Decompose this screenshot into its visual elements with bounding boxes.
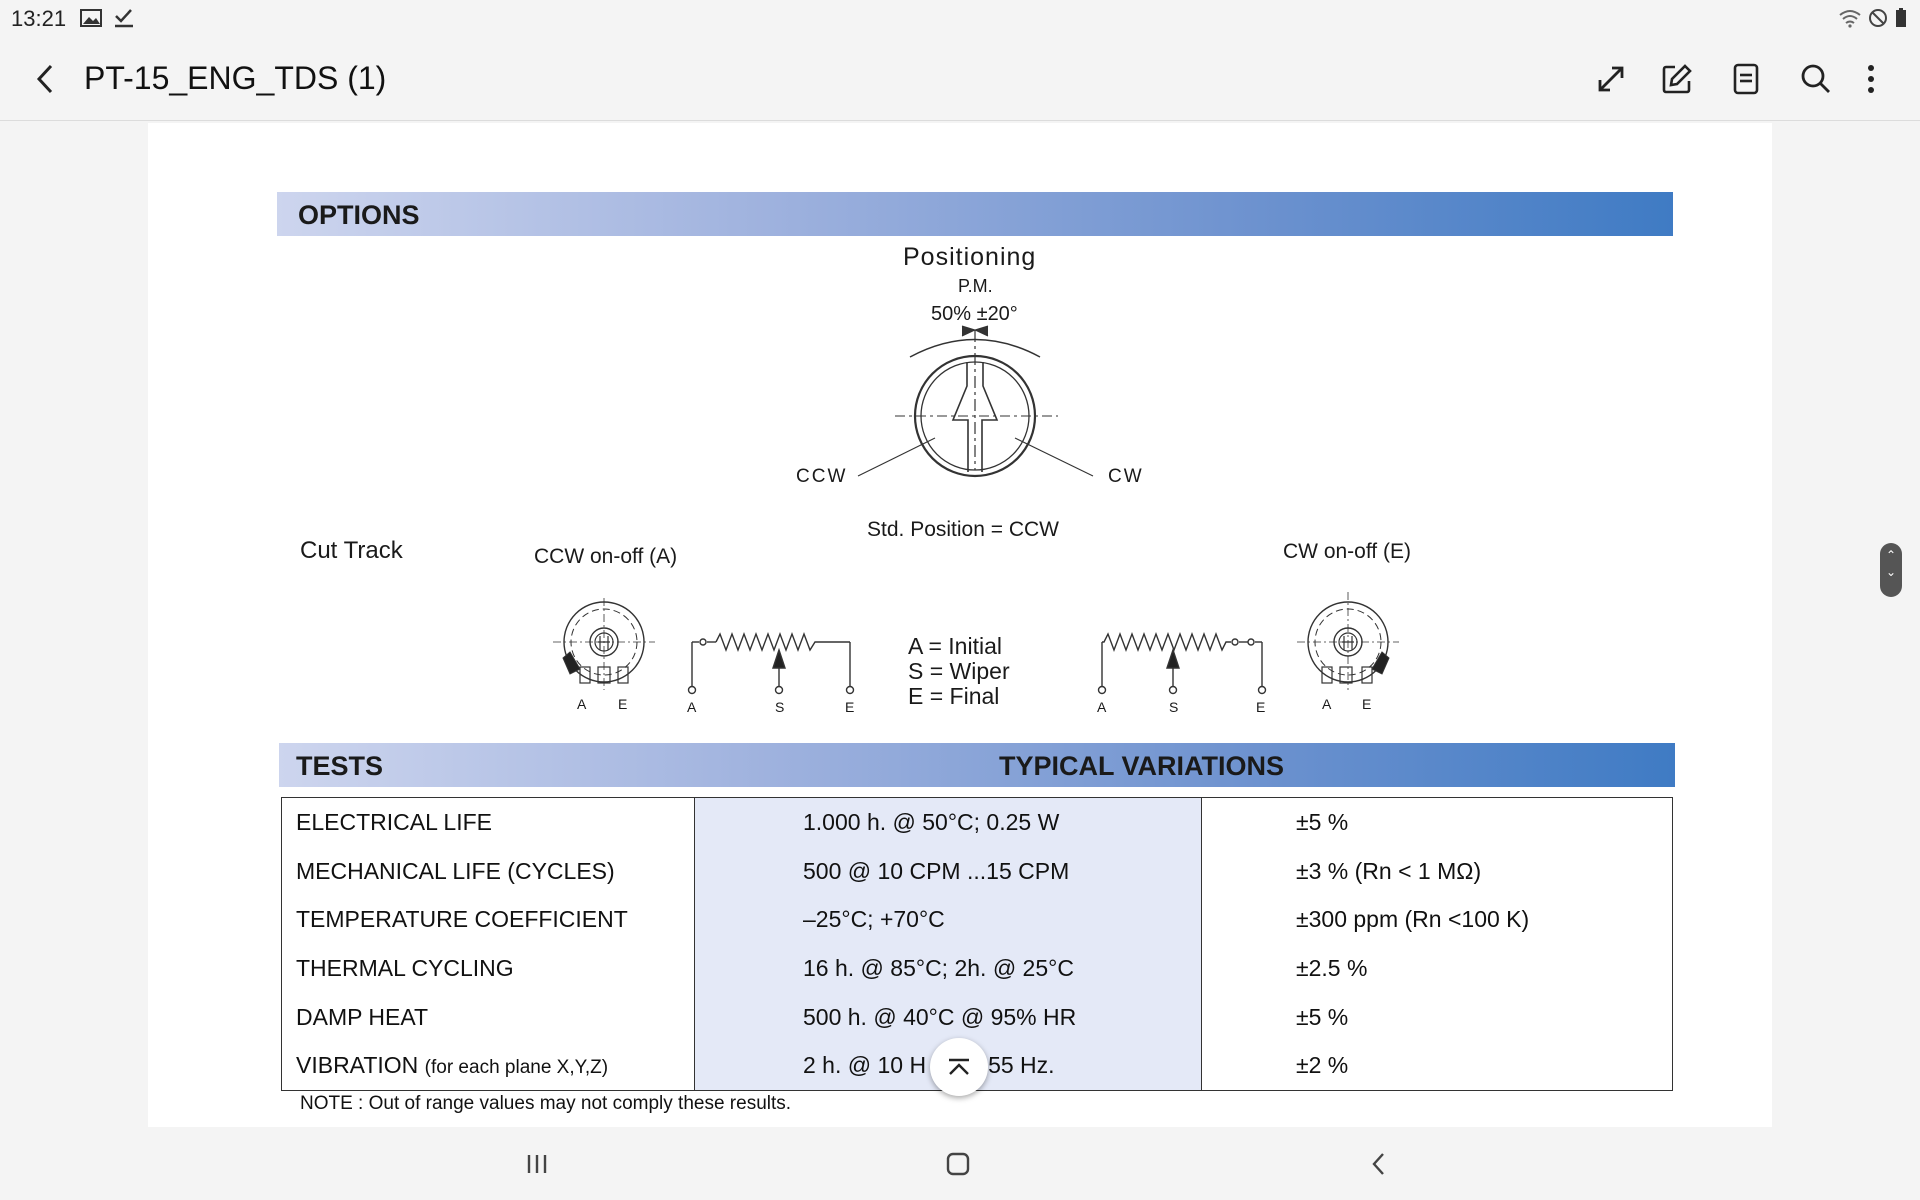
recent-apps-icon[interactable]	[513, 1144, 561, 1184]
cw-schematic-drawing	[1099, 634, 1266, 694]
test-name: DAMP HEAT	[296, 1003, 429, 1030]
test-variation: ±2 %	[1296, 1052, 1349, 1079]
test-condition-cell	[695, 798, 1202, 847]
pot-left-pin-e: E	[618, 696, 628, 712]
table-row	[282, 847, 1673, 896]
navigation-bar	[0, 1128, 1920, 1200]
test-name-cell	[282, 798, 695, 847]
legend-wiper: S = Wiper	[908, 658, 1010, 684]
cw-label: CW	[1108, 466, 1144, 487]
pm-label: P.M.	[958, 276, 993, 296]
schem-left-pin-e: E	[845, 699, 855, 715]
ccw-label: CCW	[796, 466, 848, 487]
table-row	[282, 993, 1673, 1042]
test-condition: 1.000 h. @ 50°C; 0.25 W	[803, 808, 1060, 835]
cw-potentiometer-drawing	[1297, 592, 1399, 690]
test-name: MECHANICAL LIFE (CYCLES)	[296, 857, 615, 884]
scroll-up-icon: ⌃	[1885, 548, 1897, 562]
table-row	[282, 944, 1673, 993]
tests-note: NOTE : Out of range values may not comply these results.	[300, 1093, 792, 1114]
test-name-cell	[282, 847, 695, 896]
home-icon[interactable]	[934, 1144, 982, 1184]
nav-back-icon[interactable]	[1355, 1144, 1403, 1184]
test-variation: ±2.5 %	[1296, 954, 1368, 981]
table-row	[282, 798, 1673, 847]
test-variation: ±3 % (Rn < 1 MΩ)	[1296, 857, 1482, 884]
test-name-cell	[282, 993, 695, 1042]
test-name: TEMPERATURE COEFFICIENT	[296, 906, 628, 933]
positioning-knob-drawing	[858, 326, 1093, 476]
schem-right-pin-s: S	[1169, 699, 1179, 715]
typical-variations-header: TYPICAL VARIATIONS	[999, 751, 1285, 781]
pot-right-pin-a: A	[1322, 696, 1332, 712]
test-name-cell	[282, 944, 695, 993]
test-name: VIBRATION	[296, 1052, 419, 1079]
schem-left-pin-a: A	[687, 699, 697, 715]
test-condition-cell	[695, 895, 1202, 944]
scroll-to-top-icon	[945, 1057, 973, 1077]
test-name: ELECTRICAL LIFE	[296, 808, 492, 835]
test-variation: ±300 ppm (Rn <100 K)	[1296, 906, 1530, 933]
test-name-cell	[282, 895, 695, 944]
schem-left-pin-s: S	[775, 699, 785, 715]
cut-track-label: Cut Track	[300, 537, 403, 564]
pm-value: 50% ±20°	[931, 303, 1018, 325]
test-condition: 500 h. @ 40°C @ 95% HR	[803, 1003, 1077, 1030]
test-condition: –25°C; +70°C	[803, 906, 945, 933]
scroll-down-icon: ⌄	[1885, 565, 1897, 579]
test-name: THERMAL CYCLING	[296, 954, 514, 981]
scroll-handle[interactable]	[1880, 543, 1902, 597]
test-condition-cell	[695, 993, 1202, 1042]
test-condition: 500 @ 10 CPM ...15 CPM	[803, 857, 1070, 884]
test-condition-tail: 55 Hz.	[988, 1052, 1055, 1079]
schem-right-pin-a: A	[1097, 699, 1107, 715]
test-variation: ±5 %	[1296, 808, 1349, 835]
ccw-potentiometer-drawing	[553, 598, 655, 690]
std-position-label: Std. Position = CCW	[867, 518, 1059, 541]
ccw-schematic-drawing	[689, 634, 854, 694]
status-time: 13:21	[11, 6, 67, 31]
pin-legend	[908, 634, 1010, 709]
test-condition-cell	[695, 847, 1202, 896]
legend-final: E = Final	[908, 683, 1000, 709]
document-title: PT-15_ENG_TDS (1)	[84, 60, 387, 96]
tests-header: TESTS	[296, 751, 384, 781]
positioning-title: Positioning	[903, 243, 1037, 271]
tests-header-band	[279, 743, 1675, 787]
options-header: OPTIONS	[298, 200, 420, 230]
pot-left-pin-a: A	[577, 696, 587, 712]
test-condition: 16 h. @ 85°C; 2h. @ 25°C	[803, 954, 1074, 981]
cw-onoff-label: CW on-off (E)	[1283, 540, 1411, 563]
table-row	[282, 895, 1673, 944]
ccw-onoff-label: CCW on-off (A)	[534, 545, 678, 568]
schem-right-pin-e: E	[1256, 699, 1266, 715]
test-condition: 2 h. @ 10 H	[803, 1052, 927, 1079]
legend-initial: A = Initial	[908, 633, 1002, 659]
test-name-cell	[282, 1041, 695, 1090]
test-condition-cell	[695, 944, 1202, 993]
scroll-to-top-button[interactable]	[930, 1038, 988, 1096]
test-name-note: (for each plane X,Y,Z)	[424, 1057, 609, 1079]
pot-right-pin-e: E	[1362, 696, 1372, 712]
test-variation: ±5 %	[1296, 1003, 1349, 1030]
